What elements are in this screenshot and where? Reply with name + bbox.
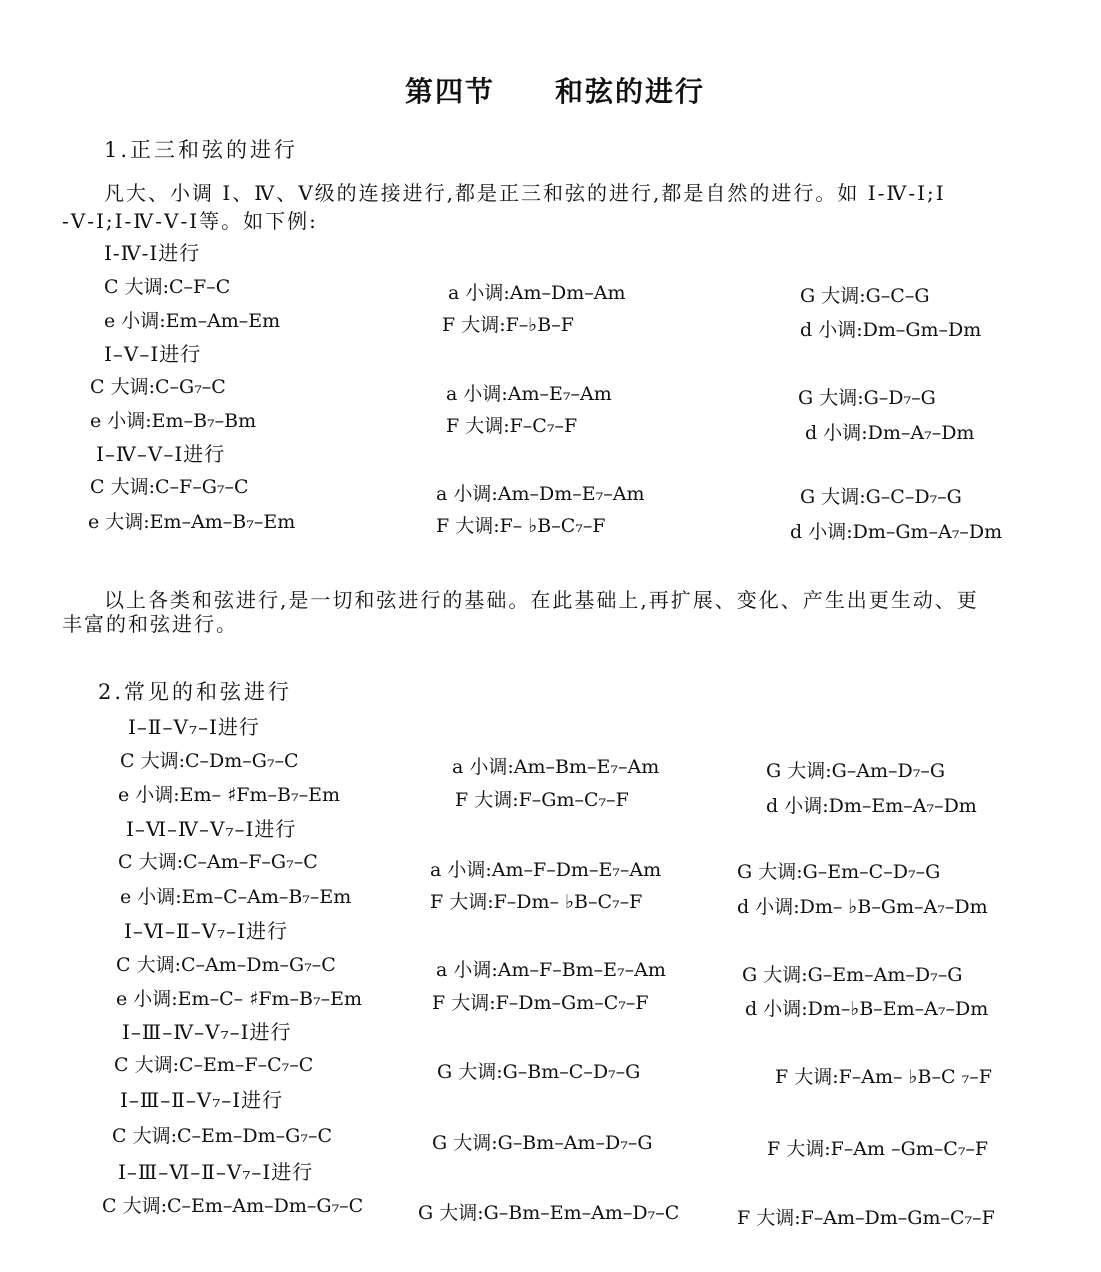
summary-paragraph-line-2: 丰富的和弦进行。 — [62, 612, 238, 636]
example-a-minor: a 小调:Am–F–Dm–E₇–Am — [430, 859, 662, 881]
example-g-major: G 大调:G–Bm–C–D₇–G — [437, 1061, 641, 1083]
example-e-minor: e 小调:Em–Am–Em — [104, 310, 281, 332]
example-d-minor: d 小调:Dm–Gm–A₇–Dm — [790, 521, 1003, 543]
example-e-minor: e 小调:Em–C– ♯Fm–B₇–Em — [116, 988, 363, 1010]
example-a-minor: a 小调:Am–Dm–E₇–Am — [436, 483, 645, 505]
section-1-heading: 1.正三和弦的进行 — [104, 138, 299, 162]
example-e-minor: e 小调:Em– ♯Fm–B₇–Em — [118, 784, 340, 806]
example-g-major: G 大调:G–Em–C–D₇–G — [737, 861, 941, 883]
progression-label: Ⅰ–Ⅵ–Ⅳ–Ⅴ₇–Ⅰ进行 — [126, 817, 297, 841]
example-g-major: G 大调:G–Am–D₇–G — [766, 760, 946, 782]
example-d-minor: d 小调:Dm–A₇–Dm — [805, 422, 975, 444]
progression-label: Ⅰ–Ⅲ–Ⅵ–Ⅱ–Ⅴ₇–Ⅰ进行 — [118, 1160, 314, 1184]
example-g-major: G 大调:G–Bm–Am–D₇–G — [432, 1132, 653, 1154]
example-c-major: C 大调:C–F–C — [104, 276, 231, 298]
example-e-minor: e 小调:Em–C–Am–B₇–Em — [120, 886, 352, 908]
example-f-major: F 大调:F–Gm–C₇–F — [455, 789, 629, 811]
progression-label: Ⅰ–Ⅲ–Ⅳ–Ⅴ₇–Ⅰ进行 — [122, 1020, 292, 1044]
progression-label: Ⅰ-Ⅳ-Ⅰ进行 — [104, 241, 201, 265]
example-f-major: F 大调:F–C₇–F — [446, 415, 578, 437]
example-f-major: F 大调:F–Am –Gm–C₇–F — [767, 1138, 989, 1160]
intro-paragraph-line-2: -Ⅴ-Ⅰ;Ⅰ-Ⅳ-Ⅴ-Ⅰ等。如下例: — [62, 209, 318, 233]
example-d-minor: d 小调:Dm–Em–A₇–Dm — [766, 795, 977, 817]
example-g-major: G 大调:G–D₇–G — [798, 387, 936, 409]
example-f-major: F 大调:F–Dm– ♭B–C₇–F — [430, 891, 643, 913]
example-f-major: F 大调:F–Dm–Gm–C₇–F — [432, 992, 649, 1014]
example-d-minor: d 小调:Dm–♭B–Em–A₇–Dm — [745, 998, 989, 1020]
example-f-major: F 大调:F–Am–Dm–Gm–C₇–F — [737, 1207, 995, 1229]
example-a-minor: a 小调:Am–F–Bm–E₇–Am — [436, 959, 666, 981]
example-g-major: G 大调:G–Em–Am–D₇–G — [742, 964, 963, 986]
example-g-major: G 大调:G–C–G — [800, 285, 930, 307]
intro-paragraph-line-1: 凡大、小调 Ⅰ、Ⅳ、Ⅴ级的连接进行,都是正三和弦的进行,都是自然的进行。如 Ⅰ-Ⅳ-Ⅰ;Ⅰ — [104, 181, 946, 205]
example-d-minor: d 小调:Dm–Gm–Dm — [800, 319, 982, 341]
progression-label: Ⅰ–Ⅲ–Ⅱ–Ⅴ₇–Ⅰ进行 — [120, 1088, 284, 1112]
example-f-major: F 大调:F– ♭B–C₇–F — [436, 515, 606, 537]
example-g-major: G 大调:G–Bm–Em–Am–D₇–C — [418, 1202, 680, 1224]
example-f-major: F 大调:F–Am– ♭B–C ₇–F — [775, 1066, 992, 1088]
progression-label: Ⅰ–Ⅵ–Ⅱ–Ⅴ₇–Ⅰ进行 — [124, 919, 288, 943]
example-c-major: C 大调:C–Am–F–G₇–C — [118, 851, 318, 873]
page-title: 第四节 和弦的进行 — [405, 75, 706, 108]
example-c-major: C 大调:C–G₇–C — [90, 376, 226, 398]
example-d-minor: d 小调:Dm– ♭B–Gm–A₇–Dm — [737, 896, 988, 918]
example-f-major: F 大调:F–♭B–F — [442, 314, 574, 336]
example-c-major: C 大调:C–Em–Dm–G₇–C — [112, 1125, 332, 1147]
example-g-major: G 大调:G–C–D₇–G — [800, 486, 962, 508]
progression-label: Ⅰ–Ⅱ–Ⅴ₇–Ⅰ进行 — [128, 715, 260, 739]
example-e-minor: e 小调:Em–B₇–Bm — [90, 410, 257, 432]
progression-label: Ⅰ–Ⅳ–Ⅴ–Ⅰ进行 — [96, 442, 226, 466]
example-a-minor: a 小调:Am–Dm–Am — [448, 282, 626, 304]
summary-paragraph-line-1: 以上各类和弦进行,是一切和弦进行的基础。在此基础上,再扩展、变化、产生出更生动、更 — [104, 588, 979, 612]
example-e-major: e 大调:Em–Am–B₇–Em — [88, 511, 296, 533]
example-c-major: C 大调:C–F–G₇–C — [90, 476, 249, 498]
example-c-major: C 大调:C–Em–F–C₇–C — [114, 1054, 314, 1076]
example-c-major: C 大调:C–Em–Am–Dm–G₇–C — [102, 1195, 364, 1217]
example-c-major: C 大调:C–Dm–G₇–C — [120, 750, 299, 772]
section-2-heading: 2.常见的和弦进行 — [98, 680, 293, 704]
example-c-major: C 大调:C–Am–Dm–G₇–C — [116, 954, 336, 976]
example-a-minor: a 小调:Am–E₇–Am — [446, 383, 612, 405]
progression-label: Ⅰ–Ⅴ–Ⅰ进行 — [104, 342, 202, 366]
example-a-minor: a 小调:Am–Bm–E₇–Am — [452, 756, 660, 778]
